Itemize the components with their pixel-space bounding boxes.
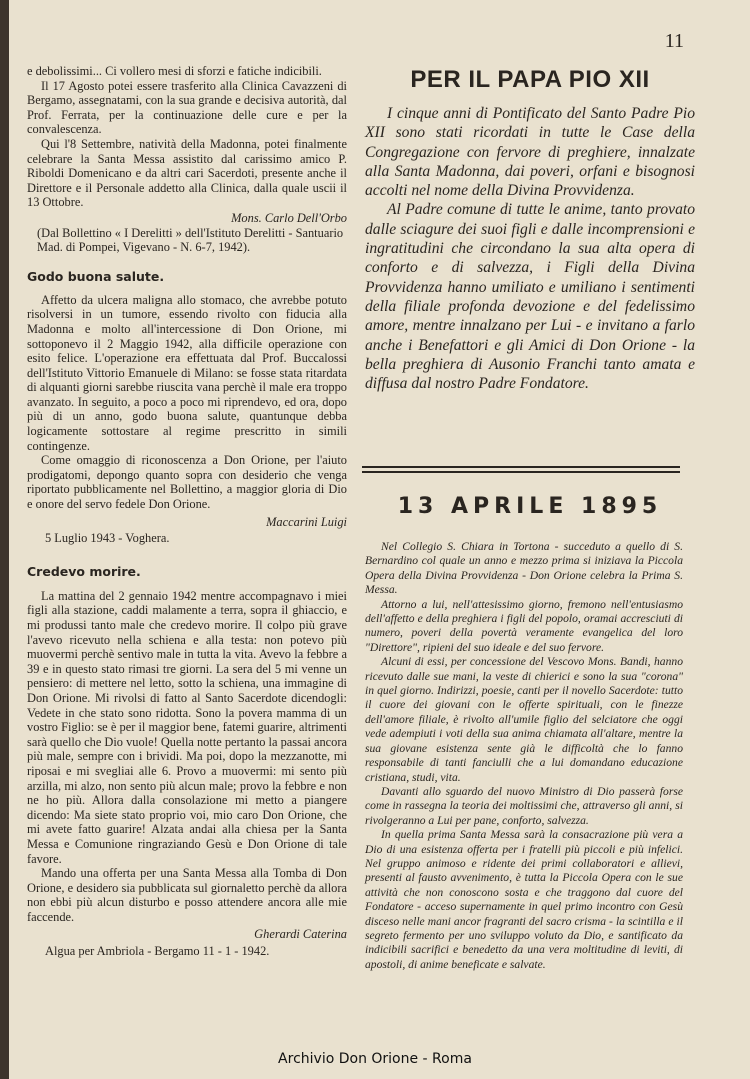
section-signature: Gherardi Caterina bbox=[254, 927, 347, 942]
section-heading-credevo: Credevo morire. bbox=[27, 563, 141, 579]
section-paragraph: Come omaggio di riconoscenza a Don Orione, per l'aiuto prodigatomi, depongo quanto sopra con desiderio che venga riportato pubblicamente nel Bollettino, a maggior gloria di Dio e onore del servo fedele Don Orione. bbox=[27, 453, 347, 512]
anniversary-column bbox=[365, 540, 683, 972]
section-paragraph: Mando una offerta per una Santa Messa alla Tomba di Don Orione, e desidero sia pubblicata sul giornaletto perchè da allora non ebbi più alcun disturbo e posso attendere ancora alle mie faccende. bbox=[27, 866, 347, 924]
intro-paragraph: Qui l'8 Settembre, natività della Madonna, potei finalmente celebrare la Santa Messa assistito dal carissimo amico P. Riboldi Domenicano e da altri cari Sacerdoti, presente anche il Direttore e il Personale addetto alla Clinica, dalla quale uscii il 13 Ottobre. bbox=[27, 136, 347, 210]
section-paragraph: Affetto da ulcera maligna allo stomaco, che avrebbe potuto risolversi in un tumore, essendo rivolto con fiducia alla Madonna e molto all'intercessione di Don Orione, mi sottoponevo il 2 Maggio 1942, alla difficile operazione con esito felice. L'operazione era effettuata dal Prof. Buccalossi dell'Istituto Vittorio Emanuele di Milano: se fosse stata ritardata di alquanti giorni sarebbe riuscita vana perchè il male era troppo avanzato. In seguito, a poco a poco mi riprendevo, ed ora, dopo più di un anno, godo buona salute, quantunque debba logicamente sottostare al regime prescritto in simili contingenze. bbox=[27, 292, 347, 453]
right-column bbox=[365, 64, 695, 393]
section-divider bbox=[362, 471, 680, 473]
section-date: Algua per Ambriola - Bergamo 11 - 1 - 1942. bbox=[45, 944, 270, 959]
section-date: 5 Luglio 1943 - Voghera. bbox=[45, 531, 170, 546]
intro-signature: Mons. Carlo Dell'Orbo bbox=[231, 210, 347, 225]
archive-footer: Archivio Don Orione - Roma bbox=[278, 1051, 472, 1067]
section-divider bbox=[362, 466, 680, 468]
page-number: 11 bbox=[664, 30, 684, 52]
anniversary-paragraph: Alcuni di essi, per concessione del Vescovo Mons. Bandi, hanno ricevuto dalle sue mani, la veste di chierici e sono la sua "corona" in quel giorno. Indirizzi, poesie, canti per il novello Sacerdote: tutto il cuore dei giovani con le offerte spirituali, con le finezze dell'amore filiale, è rivolto all'umile figlio del selciatore che oggi vede adempiuti i voti della sua anima chiamata all'altare, mentre la sua giovane esistenza sente già le difficoltà che lo fanno responsabile di tanti fanciulli che a lui domandano educazione cristiana, studi, vita. bbox=[365, 655, 683, 784]
section-heading-godo: Godo buona salute. bbox=[27, 268, 165, 284]
left-column bbox=[27, 64, 347, 959]
anniversary-paragraph: Nel Collegio S. Chiara in Tortona - succeduto a quello di S. Bernardino col quale un anno e mezzo prima si iniziava la Piccola Opera della Divina Provvidenza - Don Orione celebra la Prima S. Messa. bbox=[365, 540, 683, 597]
section-paragraph: La mattina del 2 gennaio 1942 mentre accompagnavo i miei figli alla stazione, caddi malamente a terra, sopra il ghiaccio, e mi produssi tanto male che credevo morire. Il colpo più grave l'avevo ricevuto nella schiena e alla testa: non potevo più muovermi perchè sentivo male in tutta la vita. Avevo la febbre a 39 e in questo stato rimasi tre giorni. La sera del 5 mi venne un pensiero: di mettere nel letto, sotto la schiena, una immagine di Don Orione. Mi rivolsi di fatto al Santo Sacerdote dicendogli: Vedete in che stato sono ridotta. Sono la povera mamma di un vostro Figlio: se è per il maggior bene, fatemi guarire, altrimenti sarà quello che Dio vuole! Quella notte pertanto la passai ancora più male, sempre con i brividi. Ma poi, dopo la mezzanotte, mi riposai e mi svegliai alle 6. Provo a muovermi: mi sento più arzilla, mi alzo, non sento più alcun male; provo la febbre e non ne ho più. Allora dalla consolazione mi metto a piangere dicendo: Ma siete stato proprio voi, mio caro Don Orione, che mi avete fatto guarire! Alzata andai alla chiesa per la Santa Messa e Comunione ringraziando Gesù e Don Orione di tale favore. bbox=[27, 588, 347, 866]
intro-paragraph: Il 17 Agosto potei essere trasferito alla Clinica Cavazzeni di Bergamo, assegnatami, con la sua grande e decisiva autorità, dal Prof. Ferrata, per la continuazione delle cure e per la convalescenza. bbox=[27, 78, 347, 137]
section-signature: Maccarini Luigi bbox=[266, 514, 347, 529]
intro-paragraph: e debolissimi... Ci vollero mesi di sforzi e fatiche indicibili. bbox=[27, 64, 322, 78]
binding-spine bbox=[0, 0, 9, 1079]
article-paragraph: Al Padre comune di tutte le anime, tanto provato dalle sciagure dei suoi figli e dalle incomprensioni e ingratitudini che circondano la sua alta opera di conforto e di salvezza, i Figli della Divina Provvidenza hanno umiliato e umiliano i sentimenti della filiale profonda devozione e del fedelissimo amore, mentre innalzano per Lui - e invitano a farlo anche i Benefattori e gli Amici di Don Orione - la bella preghiera di Ausonio Franchi tanto amata e diffusa dal nostro Padre Fondatore. bbox=[365, 201, 695, 393]
anniversary-paragraph: Davanti allo sguardo del nuovo Ministro di Dio passerà forse come in rassegna la teoria dei moltissimi che, attraverso gli anni, si rivolgeranno a Lui per pane, conforto, salvezza. bbox=[365, 784, 683, 827]
article-title: PER IL PAPA PIO XII bbox=[410, 66, 650, 93]
anniversary-paragraph: Attorno a lui, nell'attesissimo giorno, fremono nell'entusiasmo dell'affetto e della preghiera i figli del popolo, oramai accresciuti di numero, poveri della povertà veramente evangelica del loro "Direttore", ripieni del suo ideale e del suo fervore. bbox=[365, 597, 683, 654]
intro-source: (Dal Bollettino « I Derelitti » dell'Istituto Derelitti - Santuario Mad. di Pompei, Vigevano - N. 6-7, 1942). bbox=[37, 225, 344, 255]
anniversary-paragraph: In quella prima Santa Messa sarà la consacrazione più vera a Dio di una esistenza offerta per i fratelli più piccoli e più infelici. Nel gruppo animoso e ridente dei primi collaboratori e allievi, presenti al fausto avvenimento, è tutta la Piccola Opera con le sue attività che non conoscono sosta e che traggono dal cuore del Fondatore - acceso supernamente in quel primo incontro con Gesù disceso nelle mani ancor fragranti del sacro crisma - la scintilla e il segreto fermento per uno sviluppo voluto da Dio, e santificato da indicibili sacrifici e benedetto da una vera moltitudine di leviti, di apostoli, di anime beneficate e salvate. bbox=[365, 828, 683, 971]
anniversary-title: 13 APRILE 1895 bbox=[397, 494, 663, 519]
article-paragraph: I cinque anni di Pontificato del Santo Padre Pio XII sono stati ricordati in tutte le Case della Congregazione con fervore di preghiere, innalzate alla Santa Madonna, dai poveri, orfani e bisognosi accolti nel nome della Divina Provvidenza. bbox=[365, 105, 695, 200]
